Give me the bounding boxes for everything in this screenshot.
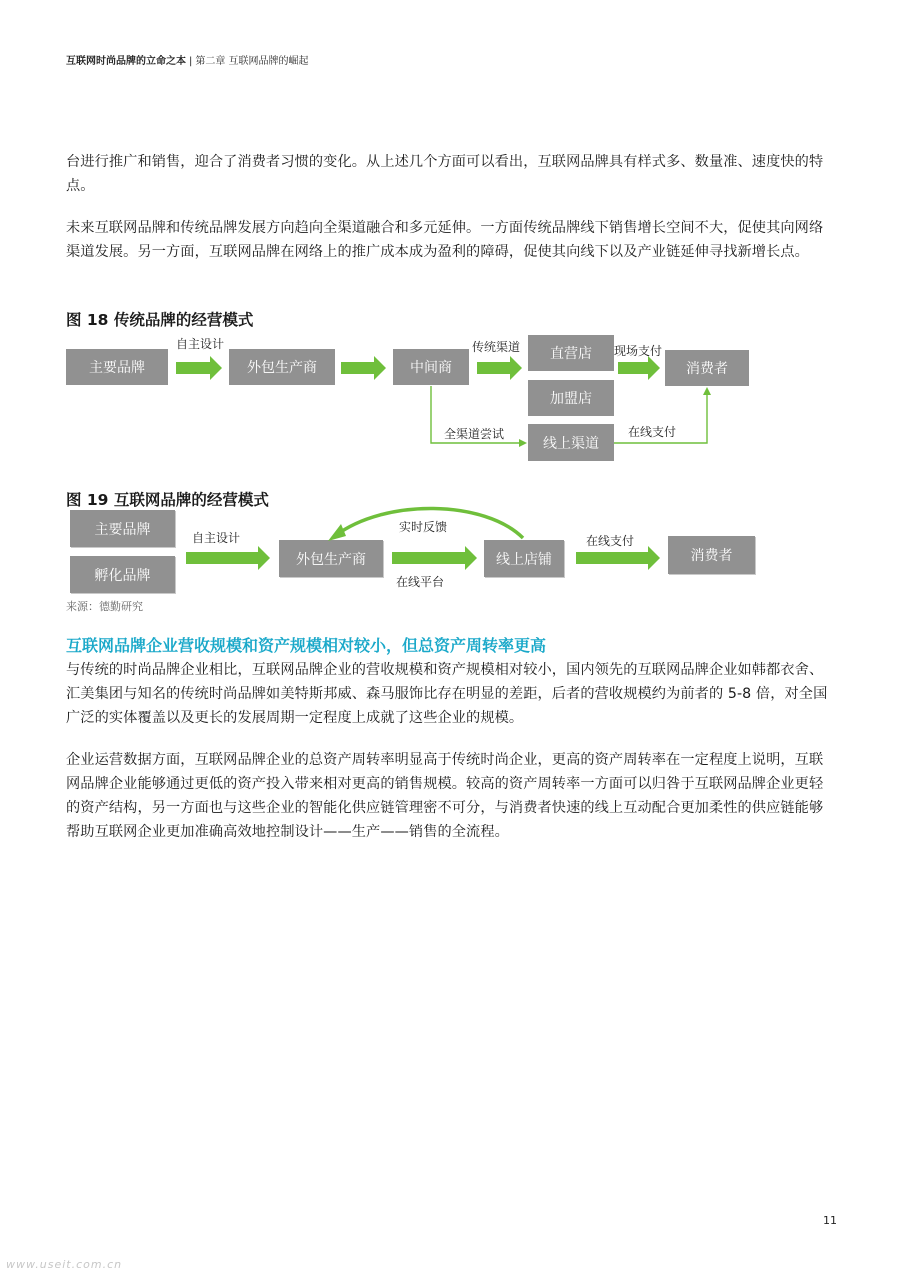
fig18-box-main-brand: 主要品牌 xyxy=(66,349,168,385)
fig19-arrows xyxy=(0,0,904,620)
fig19-box-outsource: 外包生产商 xyxy=(279,540,383,577)
figure-18-title: 图 18 传统品牌的经营模式 xyxy=(66,311,254,329)
fig19-box-consumer: 消费者 xyxy=(668,536,755,574)
fig18-label-online-payment: 在线支付 xyxy=(628,425,677,439)
paragraph-2: 未来互联网品牌和传统品牌发展方向趋向全渠道融合和多元延伸。一方面传统品牌线下销售增长空间不大，促使其向网络渠道发展。另一方面，互联网品牌在网络上的推广成本成为盈利的障碍，促使其向线下以及产业链延伸寻找新增长点。 xyxy=(66,220,824,260)
fig19-arrow-platform xyxy=(392,546,477,570)
fig19-label-online-platform: 在线平台 xyxy=(396,575,445,589)
fig18-label-omni-channel: 全渠道尝试 xyxy=(444,427,505,441)
paragraph-1: 台进行推广和销售，迎合了消费者习惯的变化。从上述几个方面可以看出，互联网品牌具有样式多、数量准、速度快的特点。 xyxy=(66,154,824,194)
fig18-box-direct-store: 直营店 xyxy=(528,335,614,371)
section-title: 互联网品牌企业营收规模和资产规模相对较小，但总资产周转率更高 xyxy=(66,636,547,655)
paragraph-4: 企业运营数据方面，互联网品牌企业的总资产周转率明显高于传统时尚企业，更高的资产周转率在一定程度上说明，互联网品牌企业能够通过更低的资产投入带来相对更高的销售规模。较高的资产周转率一方面可以归咎于互联网品牌企业更轻的资产结构，另一方面也与这些企业的智能化供应链管理密不可分，与消费者快速的线上互动配合更加柔性的供应链能够帮助互联网企业更加准确高效地控制设计——生产——销售的全流程。 xyxy=(66,752,824,840)
figure-19-title: 图 19 互联网品牌的经营模式 xyxy=(66,491,269,509)
fig18-box-online-channel: 线上渠道 xyxy=(528,424,614,461)
fig18-label-self-design: 自主设计 xyxy=(176,337,225,351)
fig19-box-main-brand: 主要品牌 xyxy=(70,510,175,547)
fig19-box-online-store: 线上店铺 xyxy=(484,540,564,577)
paragraph-3: 与传统的时尚品牌企业相比，互联网品牌企业的营收规模和资产规模相对较小，国内领先的互联网品牌企业如韩都衣舍、汇美集团与知名的传统时尚品牌如美特斯邦威、森马服饰比存在明显的差距，后者的营收规模约为前者的 5-8 倍，对全国广泛的实体覆盖以及更长的发展周期一定程度上成就了这些企业的规模。 xyxy=(66,662,828,726)
header-title: 互联网时尚品牌的立命之本 xyxy=(66,56,186,67)
fig18-box-franchise-store: 加盟店 xyxy=(528,380,614,416)
page-number: 11 xyxy=(823,1214,837,1227)
fig19-label-online-payment: 在线支付 xyxy=(586,534,635,548)
fig19-arrow-feedback xyxy=(335,508,523,538)
fig19-box-incubated-brand: 孵化品牌 xyxy=(70,556,175,593)
fig18-box-outsource: 外包生产商 xyxy=(229,349,335,385)
fig18-label-onsite-payment: 现场支付 xyxy=(614,344,663,358)
watermark: www.useit.com.cn xyxy=(6,1258,123,1271)
fig19-arrow-online-pay xyxy=(576,546,660,570)
fig18-box-middleman: 中间商 xyxy=(393,349,469,385)
source-note: 来源：德勤研究 xyxy=(66,600,143,613)
fig19-arrow-design xyxy=(186,546,270,570)
header-chapter: 第二章 互联网品牌的崛起 xyxy=(195,56,309,67)
fig19-label-realtime-feedback: 实时反馈 xyxy=(399,520,448,534)
fig18-box-consumer: 消费者 xyxy=(665,350,749,386)
fig18-label-traditional-channel: 传统渠道 xyxy=(472,340,521,354)
fig19-label-self-design: 自主设计 xyxy=(192,531,241,545)
header-separator: | xyxy=(189,56,193,67)
